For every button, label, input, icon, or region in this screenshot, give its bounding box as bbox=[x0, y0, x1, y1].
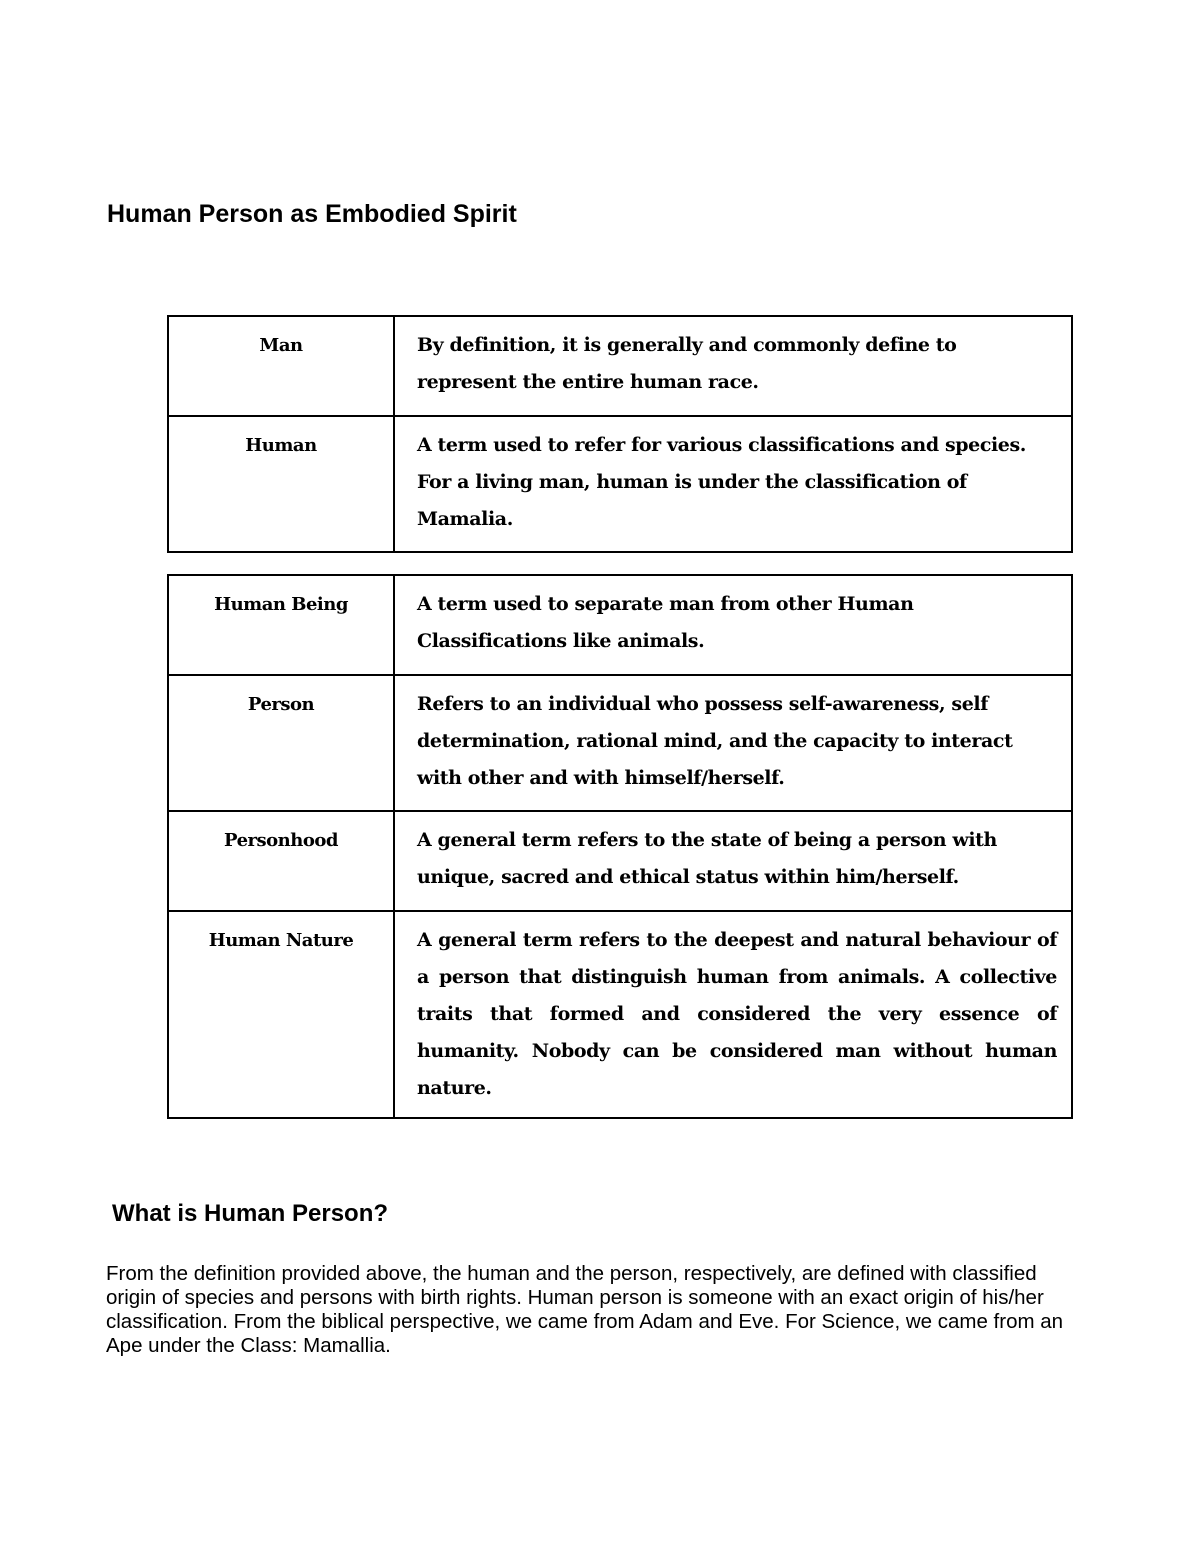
definition-cell-personhood: A general term refers to the state of being a person with unique, sacred and ethical status within him/herself. bbox=[394, 811, 1072, 911]
table-row bbox=[168, 911, 1072, 1118]
table-row bbox=[168, 811, 1072, 911]
table-row bbox=[168, 416, 1072, 552]
term-cell-person: Person bbox=[168, 675, 394, 811]
table-row bbox=[168, 316, 1072, 416]
definition-cell-person: Refers to an individual who possess self-awareness, self determination, rational mind, and the capacity to interact with other and with himself/herself. bbox=[394, 675, 1072, 811]
term-cell-man: Man bbox=[168, 316, 394, 416]
term-cell-personhood: Personhood bbox=[168, 811, 394, 911]
term-cell-human-being: Human Being bbox=[168, 575, 394, 675]
definitions-table-2 bbox=[167, 574, 1073, 1119]
definition-cell-human-being: A term used to separate man from other Human Classifications like animals. bbox=[394, 575, 1072, 675]
section-heading: What is Human Person? bbox=[112, 1200, 389, 1227]
table-row bbox=[168, 575, 1072, 675]
table-row bbox=[168, 675, 1072, 811]
definition-cell-man: By definition, it is generally and commonly define to represent the entire human race. bbox=[394, 316, 1072, 416]
term-cell-human: Human bbox=[168, 416, 394, 552]
page-title: Human Person as Embodied Spirit bbox=[107, 200, 517, 228]
definition-cell-human-nature: A general term refers to the deepest and natural behaviour of a person that distinguish human from animals. A collective traits that formed and considered the very essence of humanity. Nobody can be considered man without human nature. bbox=[394, 911, 1072, 1118]
term-cell-human-nature: Human Nature bbox=[168, 911, 394, 1118]
definitions-table-1 bbox=[167, 315, 1073, 553]
body-paragraph: From the definition provided above, the human and the person, respectively, are defined with classified origin of species and persons with birth rights. Human person is someone with an exact origin of his/her classification. From the biblical perspective, we came from Adam and Eve. For Science, we came from an Ape under the Class: Mamallia. bbox=[106, 1262, 1064, 1357]
definition-cell-human: A term used to refer for various classifications and species. For a living man, human is under the classification of Mamalia. bbox=[394, 416, 1072, 552]
